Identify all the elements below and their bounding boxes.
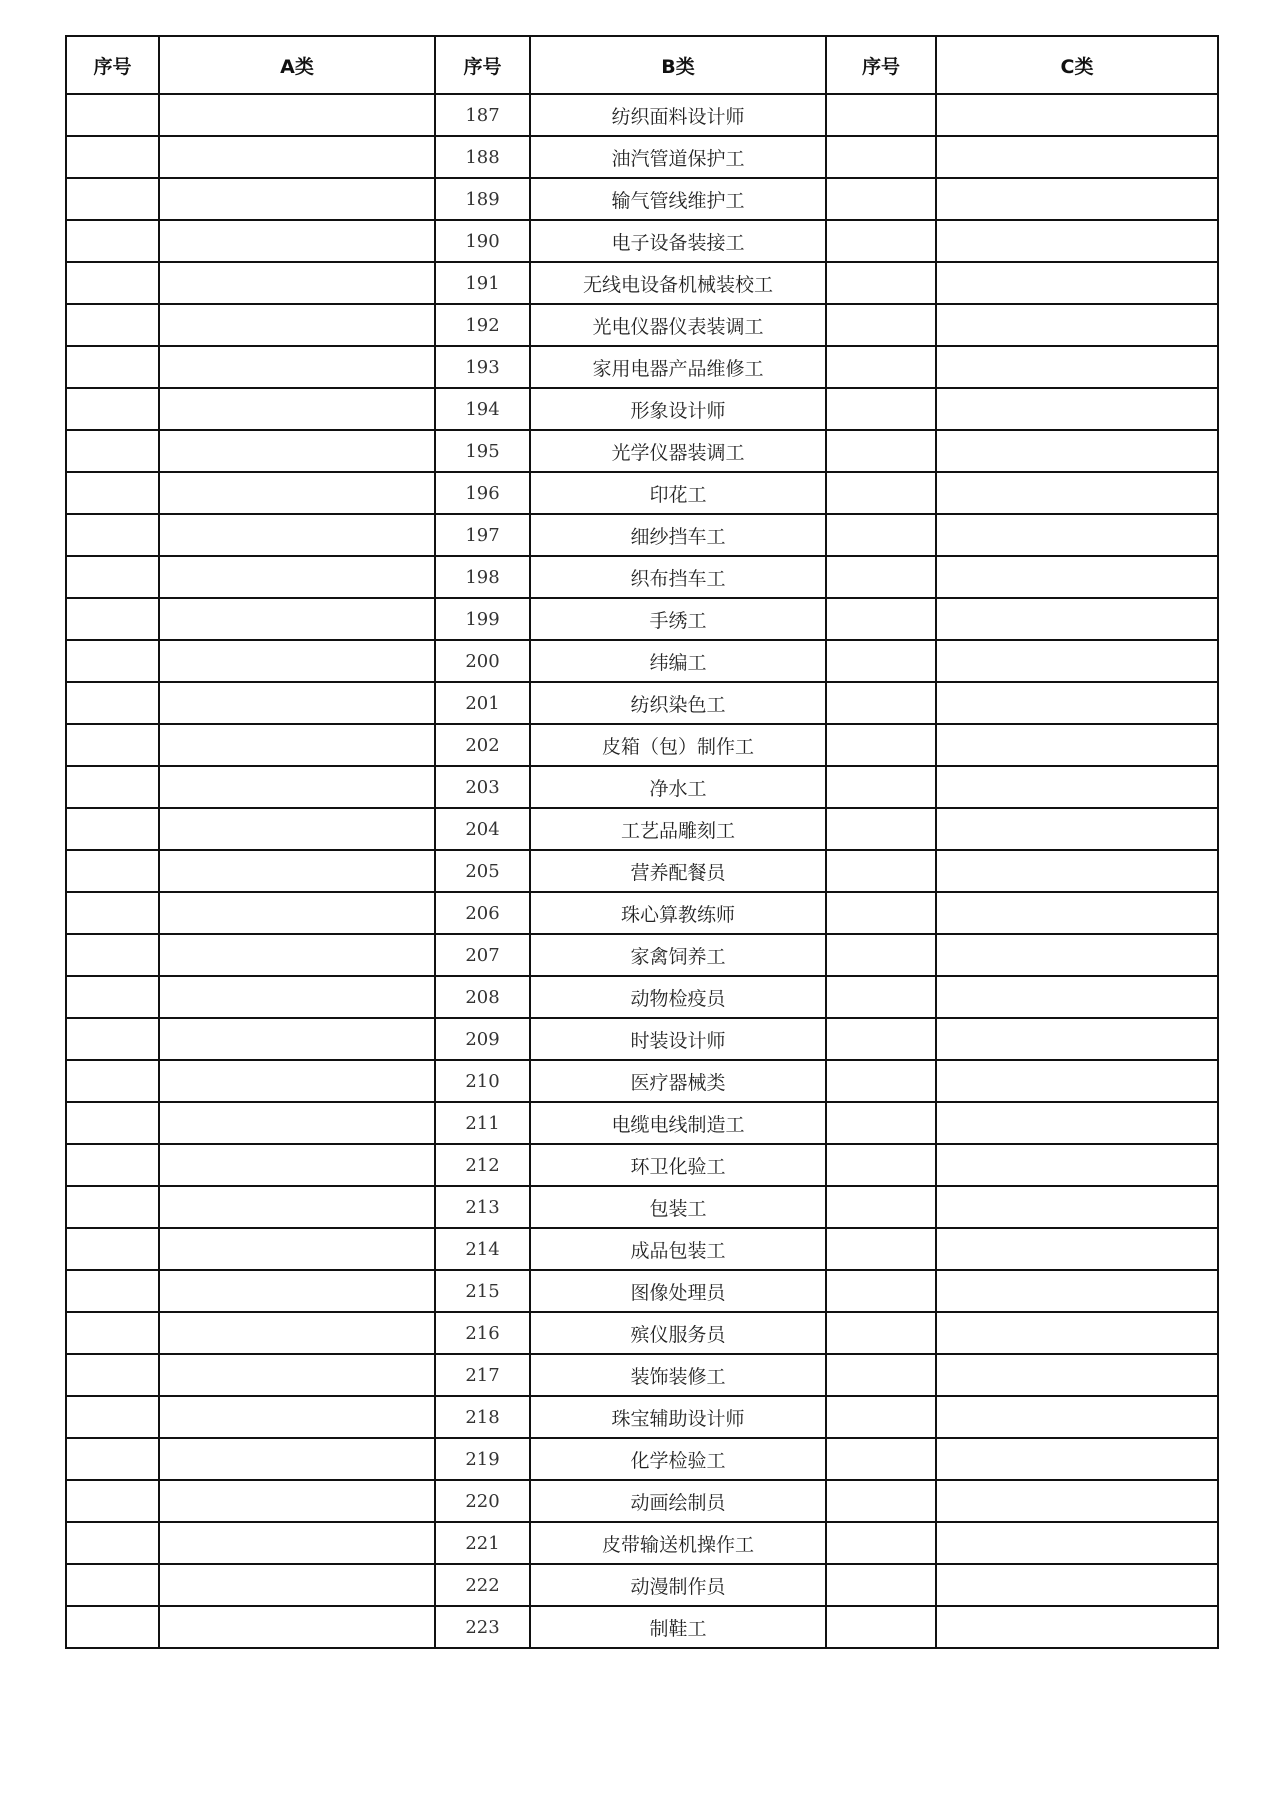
a-category-cell bbox=[159, 1564, 435, 1606]
a-index-cell bbox=[66, 1438, 159, 1480]
a-index-cell bbox=[66, 1060, 159, 1102]
b-index-cell: 195 bbox=[435, 430, 530, 472]
table-row bbox=[66, 850, 1218, 892]
b-category-cell: 制鞋工 bbox=[530, 1606, 826, 1648]
a-index-cell bbox=[66, 1186, 159, 1228]
table-row bbox=[66, 304, 1218, 346]
c-category-cell bbox=[936, 388, 1218, 430]
b-index-cell: 200 bbox=[435, 640, 530, 682]
a-index-cell bbox=[66, 976, 159, 1018]
b-index-cell: 187 bbox=[435, 94, 530, 136]
a-category-cell bbox=[159, 808, 435, 850]
header-b-index: 序号 bbox=[435, 36, 530, 94]
c-index-cell bbox=[826, 724, 936, 766]
a-category-cell bbox=[159, 514, 435, 556]
a-index-cell bbox=[66, 1522, 159, 1564]
b-category-cell: 油汽管道保护工 bbox=[530, 136, 826, 178]
b-index-cell: 212 bbox=[435, 1144, 530, 1186]
c-category-cell bbox=[936, 1438, 1218, 1480]
b-category-cell: 环卫化验工 bbox=[530, 1144, 826, 1186]
c-index-cell bbox=[826, 1354, 936, 1396]
a-index-cell bbox=[66, 1312, 159, 1354]
b-category-cell: 殡仪服务员 bbox=[530, 1312, 826, 1354]
table-row bbox=[66, 640, 1218, 682]
b-index-cell: 216 bbox=[435, 1312, 530, 1354]
a-index-cell bbox=[66, 1480, 159, 1522]
table-row bbox=[66, 430, 1218, 472]
table-row bbox=[66, 1606, 1218, 1648]
c-index-cell bbox=[826, 1396, 936, 1438]
b-category-cell: 动漫制作员 bbox=[530, 1564, 826, 1606]
c-category-cell bbox=[936, 472, 1218, 514]
c-index-cell bbox=[826, 472, 936, 514]
c-index-cell bbox=[826, 1438, 936, 1480]
c-index-cell bbox=[826, 304, 936, 346]
c-category-cell bbox=[936, 1396, 1218, 1438]
table-row bbox=[66, 976, 1218, 1018]
c-category-cell bbox=[936, 598, 1218, 640]
c-category-cell bbox=[936, 1228, 1218, 1270]
c-index-cell bbox=[826, 850, 936, 892]
b-index-cell: 206 bbox=[435, 892, 530, 934]
table-row bbox=[66, 178, 1218, 220]
a-category-cell bbox=[159, 556, 435, 598]
b-category-cell: 营养配餐员 bbox=[530, 850, 826, 892]
a-category-cell bbox=[159, 1144, 435, 1186]
a-category-cell bbox=[159, 682, 435, 724]
c-index-cell bbox=[826, 808, 936, 850]
c-category-cell bbox=[936, 1564, 1218, 1606]
c-category-cell bbox=[936, 1354, 1218, 1396]
b-index-cell: 205 bbox=[435, 850, 530, 892]
b-index-cell: 188 bbox=[435, 136, 530, 178]
c-category-cell bbox=[936, 1186, 1218, 1228]
b-category-cell: 皮箱（包）制作工 bbox=[530, 724, 826, 766]
c-category-cell bbox=[936, 94, 1218, 136]
a-index-cell bbox=[66, 1102, 159, 1144]
c-index-cell bbox=[826, 1522, 936, 1564]
b-index-cell: 203 bbox=[435, 766, 530, 808]
table-row bbox=[66, 682, 1218, 724]
b-category-cell: 电缆电线制造工 bbox=[530, 1102, 826, 1144]
table-row bbox=[66, 346, 1218, 388]
a-category-cell bbox=[159, 262, 435, 304]
a-category-cell bbox=[159, 598, 435, 640]
a-category-cell bbox=[159, 1354, 435, 1396]
b-category-cell: 光电仪器仪表装调工 bbox=[530, 304, 826, 346]
b-category-cell: 皮带输送机操作工 bbox=[530, 1522, 826, 1564]
a-category-cell bbox=[159, 1606, 435, 1648]
a-index-cell bbox=[66, 304, 159, 346]
a-category-cell bbox=[159, 346, 435, 388]
a-index-cell bbox=[66, 430, 159, 472]
a-index-cell bbox=[66, 136, 159, 178]
table-row bbox=[66, 220, 1218, 262]
a-index-cell bbox=[66, 892, 159, 934]
c-category-cell bbox=[936, 640, 1218, 682]
table-row bbox=[66, 1186, 1218, 1228]
a-index-cell bbox=[66, 346, 159, 388]
table-row bbox=[66, 934, 1218, 976]
c-index-cell bbox=[826, 1186, 936, 1228]
c-index-cell bbox=[826, 388, 936, 430]
a-index-cell bbox=[66, 1144, 159, 1186]
b-category-cell: 工艺品雕刻工 bbox=[530, 808, 826, 850]
b-category-cell: 图像处理员 bbox=[530, 1270, 826, 1312]
b-category-cell: 输气管线维护工 bbox=[530, 178, 826, 220]
c-index-cell bbox=[826, 430, 936, 472]
c-index-cell bbox=[826, 1312, 936, 1354]
b-index-cell: 223 bbox=[435, 1606, 530, 1648]
c-index-cell bbox=[826, 1606, 936, 1648]
a-index-cell bbox=[66, 94, 159, 136]
table-row bbox=[66, 1354, 1218, 1396]
c-index-cell bbox=[826, 1480, 936, 1522]
c-category-cell bbox=[936, 724, 1218, 766]
a-category-cell bbox=[159, 1312, 435, 1354]
table-row bbox=[66, 514, 1218, 556]
a-index-cell bbox=[66, 766, 159, 808]
b-category-cell: 纺织面料设计师 bbox=[530, 94, 826, 136]
occupation-table bbox=[65, 35, 1219, 1649]
c-index-cell bbox=[826, 94, 936, 136]
b-category-cell: 时装设计师 bbox=[530, 1018, 826, 1060]
c-index-cell bbox=[826, 262, 936, 304]
a-category-cell bbox=[159, 1018, 435, 1060]
table-row bbox=[66, 892, 1218, 934]
a-index-cell bbox=[66, 220, 159, 262]
b-category-cell: 净水工 bbox=[530, 766, 826, 808]
a-category-cell bbox=[159, 724, 435, 766]
b-category-cell: 家用电器产品维修工 bbox=[530, 346, 826, 388]
a-category-cell bbox=[159, 136, 435, 178]
b-category-cell: 印花工 bbox=[530, 472, 826, 514]
a-category-cell bbox=[159, 1102, 435, 1144]
table-row bbox=[66, 1396, 1218, 1438]
table-row bbox=[66, 1522, 1218, 1564]
b-index-cell: 192 bbox=[435, 304, 530, 346]
c-category-cell bbox=[936, 1522, 1218, 1564]
c-category-cell bbox=[936, 178, 1218, 220]
b-index-cell: 193 bbox=[435, 346, 530, 388]
c-index-cell bbox=[826, 766, 936, 808]
a-category-cell bbox=[159, 1438, 435, 1480]
table-row bbox=[66, 1060, 1218, 1102]
header-a-index: 序号 bbox=[66, 36, 159, 94]
b-category-cell: 形象设计师 bbox=[530, 388, 826, 430]
b-index-cell: 209 bbox=[435, 1018, 530, 1060]
a-index-cell bbox=[66, 514, 159, 556]
header-row bbox=[66, 36, 1218, 94]
c-index-cell bbox=[826, 598, 936, 640]
c-index-cell bbox=[826, 892, 936, 934]
b-category-cell: 珠宝辅助设计师 bbox=[530, 1396, 826, 1438]
c-category-cell bbox=[936, 934, 1218, 976]
c-category-cell bbox=[936, 220, 1218, 262]
c-category-cell bbox=[936, 1480, 1218, 1522]
a-index-cell bbox=[66, 682, 159, 724]
a-category-cell bbox=[159, 304, 435, 346]
b-index-cell: 197 bbox=[435, 514, 530, 556]
a-index-cell bbox=[66, 1018, 159, 1060]
b-index-cell: 214 bbox=[435, 1228, 530, 1270]
a-index-cell bbox=[66, 556, 159, 598]
c-category-cell bbox=[936, 1018, 1218, 1060]
b-index-cell: 189 bbox=[435, 178, 530, 220]
c-category-cell bbox=[936, 1060, 1218, 1102]
a-index-cell bbox=[66, 724, 159, 766]
c-index-cell bbox=[826, 934, 936, 976]
header-c-index: 序号 bbox=[826, 36, 936, 94]
c-category-cell bbox=[936, 976, 1218, 1018]
b-category-cell: 成品包装工 bbox=[530, 1228, 826, 1270]
a-category-cell bbox=[159, 892, 435, 934]
c-index-cell bbox=[826, 346, 936, 388]
b-category-cell: 装饰装修工 bbox=[530, 1354, 826, 1396]
c-index-cell bbox=[826, 1270, 936, 1312]
a-index-cell bbox=[66, 1564, 159, 1606]
a-category-cell bbox=[159, 388, 435, 430]
c-category-cell bbox=[936, 766, 1218, 808]
a-index-cell bbox=[66, 1396, 159, 1438]
b-index-cell: 210 bbox=[435, 1060, 530, 1102]
c-index-cell bbox=[826, 1102, 936, 1144]
table-row bbox=[66, 1564, 1218, 1606]
b-index-cell: 219 bbox=[435, 1438, 530, 1480]
b-index-cell: 198 bbox=[435, 556, 530, 598]
b-index-cell: 220 bbox=[435, 1480, 530, 1522]
c-category-cell bbox=[936, 1606, 1218, 1648]
table-row bbox=[66, 472, 1218, 514]
c-index-cell bbox=[826, 1228, 936, 1270]
c-category-cell bbox=[936, 136, 1218, 178]
a-index-cell bbox=[66, 1270, 159, 1312]
table-row bbox=[66, 724, 1218, 766]
b-index-cell: 194 bbox=[435, 388, 530, 430]
a-category-cell bbox=[159, 1186, 435, 1228]
a-category-cell bbox=[159, 220, 435, 262]
c-index-cell bbox=[826, 1018, 936, 1060]
a-category-cell bbox=[159, 1228, 435, 1270]
b-index-cell: 222 bbox=[435, 1564, 530, 1606]
b-category-cell: 家禽饲养工 bbox=[530, 934, 826, 976]
c-index-cell bbox=[826, 1060, 936, 1102]
a-category-cell bbox=[159, 766, 435, 808]
b-category-cell: 无线电设备机械装校工 bbox=[530, 262, 826, 304]
c-category-cell bbox=[936, 850, 1218, 892]
a-category-cell bbox=[159, 430, 435, 472]
table-row bbox=[66, 766, 1218, 808]
a-category-cell bbox=[159, 1480, 435, 1522]
c-category-cell bbox=[936, 304, 1218, 346]
b-category-cell: 织布挡车工 bbox=[530, 556, 826, 598]
c-index-cell bbox=[826, 556, 936, 598]
a-index-cell bbox=[66, 850, 159, 892]
a-index-cell bbox=[66, 640, 159, 682]
header-c-category: C类 bbox=[936, 36, 1218, 94]
a-category-cell bbox=[159, 178, 435, 220]
b-index-cell: 208 bbox=[435, 976, 530, 1018]
b-category-cell: 光学仪器装调工 bbox=[530, 430, 826, 472]
c-category-cell bbox=[936, 1102, 1218, 1144]
a-category-cell bbox=[159, 976, 435, 1018]
table-row bbox=[66, 94, 1218, 136]
a-category-cell bbox=[159, 1270, 435, 1312]
c-index-cell bbox=[826, 220, 936, 262]
a-index-cell bbox=[66, 262, 159, 304]
table-row bbox=[66, 1228, 1218, 1270]
table-row bbox=[66, 556, 1218, 598]
b-index-cell: 207 bbox=[435, 934, 530, 976]
c-category-cell bbox=[936, 556, 1218, 598]
table-row bbox=[66, 1018, 1218, 1060]
a-index-cell bbox=[66, 388, 159, 430]
b-index-cell: 218 bbox=[435, 1396, 530, 1438]
b-category-cell: 动画绘制员 bbox=[530, 1480, 826, 1522]
a-category-cell bbox=[159, 1060, 435, 1102]
table-row bbox=[66, 1438, 1218, 1480]
c-category-cell bbox=[936, 892, 1218, 934]
a-index-cell bbox=[66, 598, 159, 640]
table-row bbox=[66, 1480, 1218, 1522]
c-category-cell bbox=[936, 262, 1218, 304]
b-index-cell: 204 bbox=[435, 808, 530, 850]
table-row bbox=[66, 1102, 1218, 1144]
a-category-cell bbox=[159, 934, 435, 976]
a-index-cell bbox=[66, 808, 159, 850]
b-category-cell: 医疗器械类 bbox=[530, 1060, 826, 1102]
table-row bbox=[66, 1270, 1218, 1312]
b-index-cell: 211 bbox=[435, 1102, 530, 1144]
b-category-cell: 包装工 bbox=[530, 1186, 826, 1228]
c-index-cell bbox=[826, 1564, 936, 1606]
c-index-cell bbox=[826, 682, 936, 724]
a-index-cell bbox=[66, 472, 159, 514]
a-category-cell bbox=[159, 472, 435, 514]
a-category-cell bbox=[159, 1396, 435, 1438]
b-category-cell: 纺织染色工 bbox=[530, 682, 826, 724]
table-row bbox=[66, 262, 1218, 304]
b-index-cell: 190 bbox=[435, 220, 530, 262]
a-index-cell bbox=[66, 178, 159, 220]
a-index-cell bbox=[66, 934, 159, 976]
header-a-category: A类 bbox=[159, 36, 435, 94]
a-index-cell bbox=[66, 1606, 159, 1648]
b-index-cell: 215 bbox=[435, 1270, 530, 1312]
c-category-cell bbox=[936, 1312, 1218, 1354]
c-category-cell bbox=[936, 682, 1218, 724]
table-row bbox=[66, 808, 1218, 850]
a-index-cell bbox=[66, 1228, 159, 1270]
table-row bbox=[66, 1144, 1218, 1186]
a-category-cell bbox=[159, 1522, 435, 1564]
b-index-cell: 217 bbox=[435, 1354, 530, 1396]
c-category-cell bbox=[936, 346, 1218, 388]
b-index-cell: 213 bbox=[435, 1186, 530, 1228]
a-category-cell bbox=[159, 850, 435, 892]
b-category-cell: 珠心算教练师 bbox=[530, 892, 826, 934]
c-category-cell bbox=[936, 430, 1218, 472]
c-index-cell bbox=[826, 640, 936, 682]
a-category-cell bbox=[159, 640, 435, 682]
b-category-cell: 化学检验工 bbox=[530, 1438, 826, 1480]
c-index-cell bbox=[826, 136, 936, 178]
b-index-cell: 221 bbox=[435, 1522, 530, 1564]
b-category-cell: 纬编工 bbox=[530, 640, 826, 682]
b-index-cell: 199 bbox=[435, 598, 530, 640]
c-index-cell bbox=[826, 1144, 936, 1186]
c-category-cell bbox=[936, 1270, 1218, 1312]
b-index-cell: 191 bbox=[435, 262, 530, 304]
c-category-cell bbox=[936, 1144, 1218, 1186]
b-category-cell: 手绣工 bbox=[530, 598, 826, 640]
table-row bbox=[66, 1312, 1218, 1354]
header-b-category: B类 bbox=[530, 36, 826, 94]
c-index-cell bbox=[826, 178, 936, 220]
b-category-cell: 动物检疫员 bbox=[530, 976, 826, 1018]
b-category-cell: 电子设备装接工 bbox=[530, 220, 826, 262]
c-category-cell bbox=[936, 808, 1218, 850]
c-index-cell bbox=[826, 976, 936, 1018]
a-category-cell bbox=[159, 94, 435, 136]
b-category-cell: 细纱挡车工 bbox=[530, 514, 826, 556]
table-row bbox=[66, 388, 1218, 430]
c-category-cell bbox=[936, 514, 1218, 556]
table-row bbox=[66, 598, 1218, 640]
table-row bbox=[66, 136, 1218, 178]
b-index-cell: 196 bbox=[435, 472, 530, 514]
b-index-cell: 202 bbox=[435, 724, 530, 766]
a-index-cell bbox=[66, 1354, 159, 1396]
c-index-cell bbox=[826, 514, 936, 556]
b-index-cell: 201 bbox=[435, 682, 530, 724]
